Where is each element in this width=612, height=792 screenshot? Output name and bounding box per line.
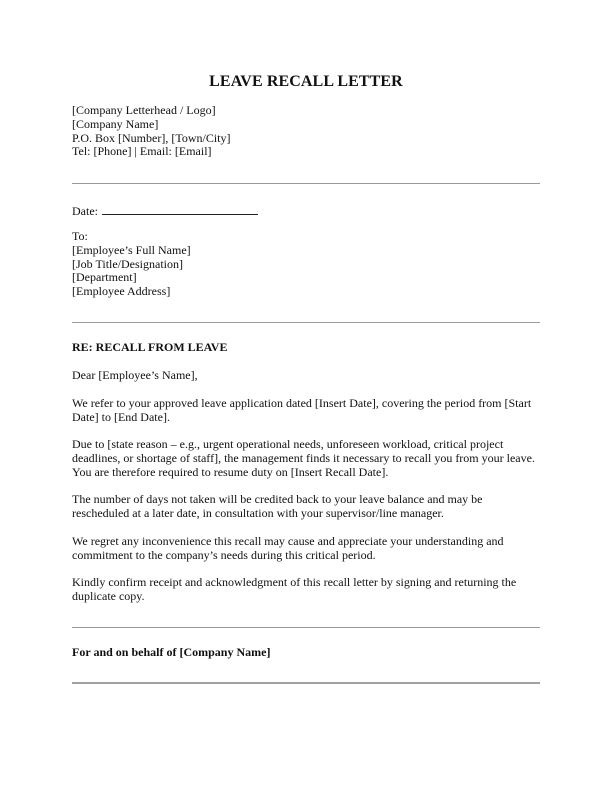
date-label: Date:	[72, 204, 98, 218]
letterhead-address: P.O. Box [Number], [Town/City]	[72, 130, 231, 145]
divider	[72, 183, 540, 184]
date-field	[72, 203, 258, 219]
recipient-department: [Department]	[72, 270, 137, 285]
signature-divider	[72, 682, 540, 684]
body-paragraph: We refer to your approved leave application dated [Insert Date], covering the period from [Start Date] to [End Date].	[72, 396, 532, 424]
body-paragraph: Kindly confirm receipt and acknowledgment of this recall letter by signing and returning the duplicate copy.	[72, 575, 517, 603]
letterhead-block	[72, 104, 230, 159]
body-paragraph: The number of days not taken will be credited back to your leave balance and may be rescheduled at a later date, in consultation with your supervisor/line manager.	[72, 492, 483, 520]
signoff-line: For and on behalf of [Company Name]	[72, 645, 271, 659]
body-paragraph: We regret any inconvenience this recall may cause and appreciate your understanding and commitment to the company’s needs during this critical period.	[72, 534, 504, 562]
divider	[72, 627, 540, 628]
divider	[72, 322, 540, 323]
recipient-address: [Employee Address]	[72, 284, 171, 299]
salutation: Dear [Employee’s Name],	[72, 368, 198, 382]
recipient-name: [Employee’s Full Name]	[72, 242, 191, 257]
letterhead-company-name: [Company Name]	[72, 116, 159, 131]
recipient-title: [Job Title/Designation]	[72, 256, 184, 271]
letterhead-contact: Tel: [Phone] | Email: [Email]	[72, 144, 212, 159]
letterhead-logo: [Company Letterhead / Logo]	[72, 103, 216, 117]
subject-line: RE: RECALL FROM LEAVE	[72, 340, 228, 354]
date-blank-line	[102, 203, 258, 215]
recipient-block	[72, 230, 191, 299]
to-label: To:	[72, 229, 88, 243]
body-paragraph: Due to [state reason – e.g., urgent operational needs, unforeseen workload, critical project deadlines, or shortage of staff], the management finds it necessary to recall you from your leave. You are therefore required to resume duty on [Insert Recall Date].	[72, 437, 535, 479]
document-title: LEAVE RECALL LETTER	[209, 73, 403, 90]
